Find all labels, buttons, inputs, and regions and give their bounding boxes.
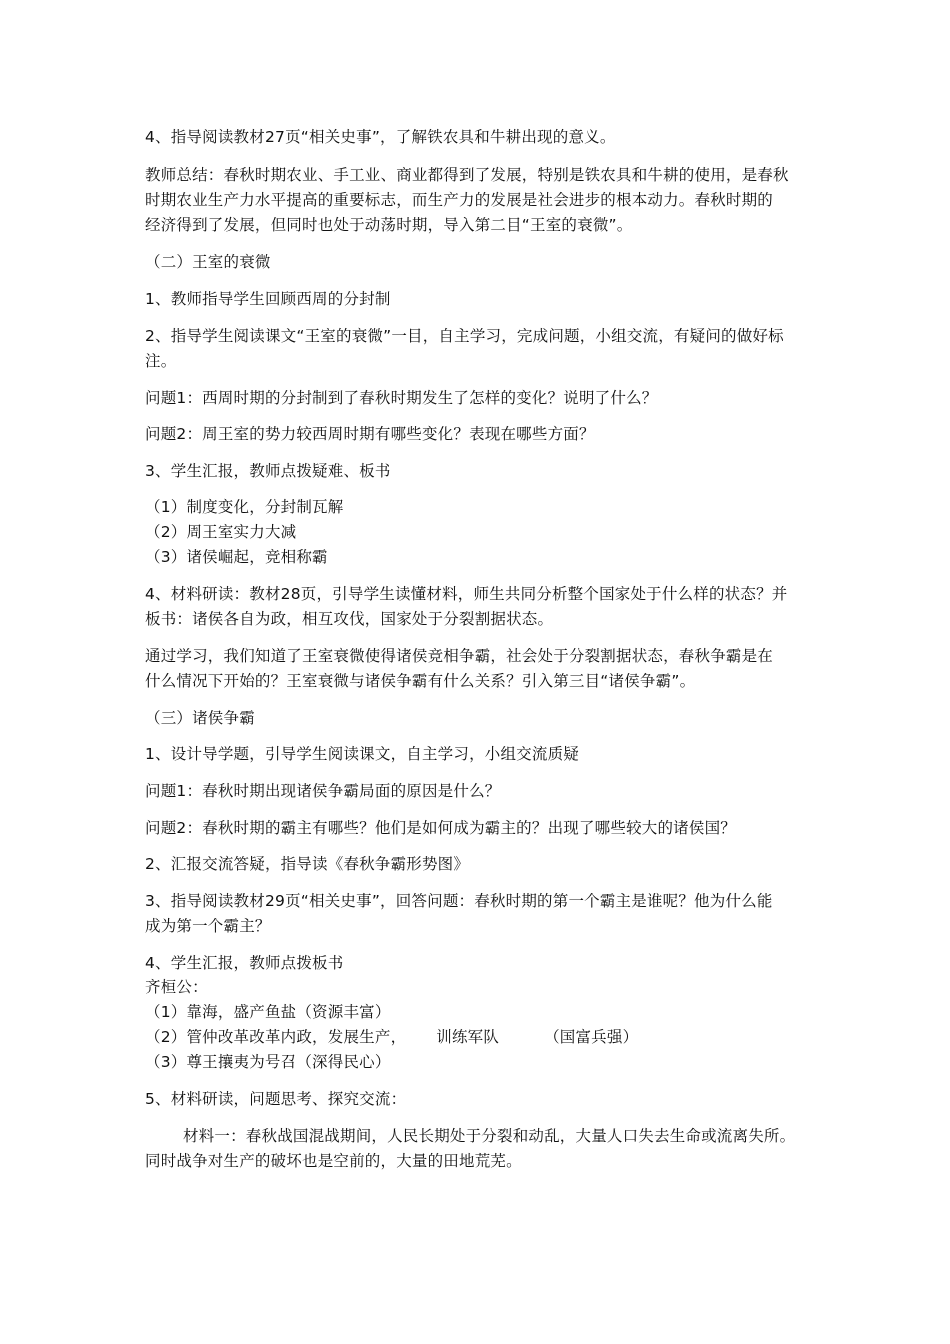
list-item: （1）制度变化，分封制瓦解: [145, 498, 344, 516]
teacher-summary-line-2: 时期农业生产力水平提高的重要标志，而生产力的发展是社会进步的根本动力。春秋时期的: [145, 191, 774, 209]
section-heading-2: （二）王室的衰微: [145, 253, 271, 271]
question-1-hegemony-cause: 问题1：春秋时期出现诸侯争霸局面的原因是什么？: [145, 782, 501, 800]
list-item: （2）周王室实力大减: [145, 523, 297, 541]
material-one-line-2: 同时战争对生产的破坏也是空前的，大量的田地荒芜。: [145, 1152, 522, 1170]
paragraph-student-report: 3、学生汇报，教师点拨疑难、板书: [145, 462, 391, 480]
paragraph-student-report-2: 4、学生汇报，教师点拨板书: [145, 954, 344, 972]
paragraph-transition-line-1: 通过学习，我们知道了王室衰微使得诸侯竞相争霸，社会处于分裂割据状态，春秋争霸是在: [145, 647, 774, 665]
list-item-text: 训练军队: [436, 1028, 500, 1046]
label-qi-huangong: 齐桓公：: [145, 978, 208, 996]
paragraph-reading-guide-line-2: 注。: [145, 352, 177, 370]
paragraph-map-reading: 2、汇报交流答疑，指导读《春秋争霸形势图》: [145, 855, 470, 873]
list-item-text: （国富兵强）: [544, 1028, 639, 1046]
paragraph-material-study-line-1: 4、材料研读：教材28页，引导学生读懂材料，师生共同分析整个国家处于什么样的状态？并: [145, 585, 788, 603]
question-2-hegemons: 问题2：春秋时期的霸主有哪些？他们是如何成为霸主的？出现了哪些较大的诸侯国？: [145, 819, 736, 837]
question-2-royal-power: 问题2：周王室的势力较西周时期有哪些变化？表现在哪些方面？: [145, 425, 595, 443]
question-1-fengjian: 问题1：西周时期的分封制到了春秋时期发生了怎样的变化？说明了什么？: [145, 389, 658, 407]
teacher-summary-line-1: 教师总结：春秋时期农业、手工业、商业都得到了发展，特别是铁农具和牛耕的使用，是春秋: [145, 166, 789, 184]
list-item-text: （2）管仲改革改革内政，发展生产，: [145, 1028, 407, 1046]
list-item: （3）尊王攘夷为号召（深得民心）: [145, 1053, 391, 1071]
teacher-summary-line-3: 经济得到了发展，但同时也处于动荡时期，导入第二目“王室的衰微”。: [145, 216, 633, 234]
paragraph-material-inquiry: 5、材料研读，问题思考、探究交流：: [145, 1090, 407, 1108]
paragraph-reading-task-27: 4、指导阅读教材27页“相关史事”，了解铁农具和牛耕出现的意义。: [145, 128, 616, 146]
paragraph-reading-task-29-line-2: 成为第一个霸主？: [145, 917, 271, 935]
paragraph-material-study-line-2: 板书：诸侯各自为政，相互攻伐，国家处于分裂割据状态。: [145, 610, 554, 628]
paragraph-guide-questions: 1、设计导学题，引导学生阅读课文，自主学习，小组交流质疑: [145, 745, 579, 763]
paragraph-review-fengjian: 1、教师指导学生回顾西周的分封制: [145, 290, 391, 308]
material-one-line-1: 材料一：春秋战国混战期间，人民长期处于分裂和动乱，大量人口失去生命或流离失所。: [183, 1127, 796, 1145]
section-heading-3: （三）诸侯争霸: [145, 709, 255, 727]
list-item: （1）靠海，盛产鱼盐（资源丰富）: [145, 1003, 391, 1021]
paragraph-reading-task-29-line-1: 3、指导阅读教材29页“相关史事”，回答问题：春秋时期的第一个霸主是谁呢？他为什么能: [145, 892, 773, 910]
list-item: （3）诸侯崛起，竞相称霸: [145, 548, 328, 566]
paragraph-transition-line-2: 什么情况下开始的？王室衰微与诸侯争霸有什么关系？引入第三目“诸侯争霸”。: [145, 672, 696, 690]
paragraph-reading-guide-line-1: 2、指导学生阅读课文“王室的衰微”一目，自主学习，完成问题，小组交流，有疑问的做好标: [145, 327, 784, 345]
list-item: [145, 1027, 638, 1047]
